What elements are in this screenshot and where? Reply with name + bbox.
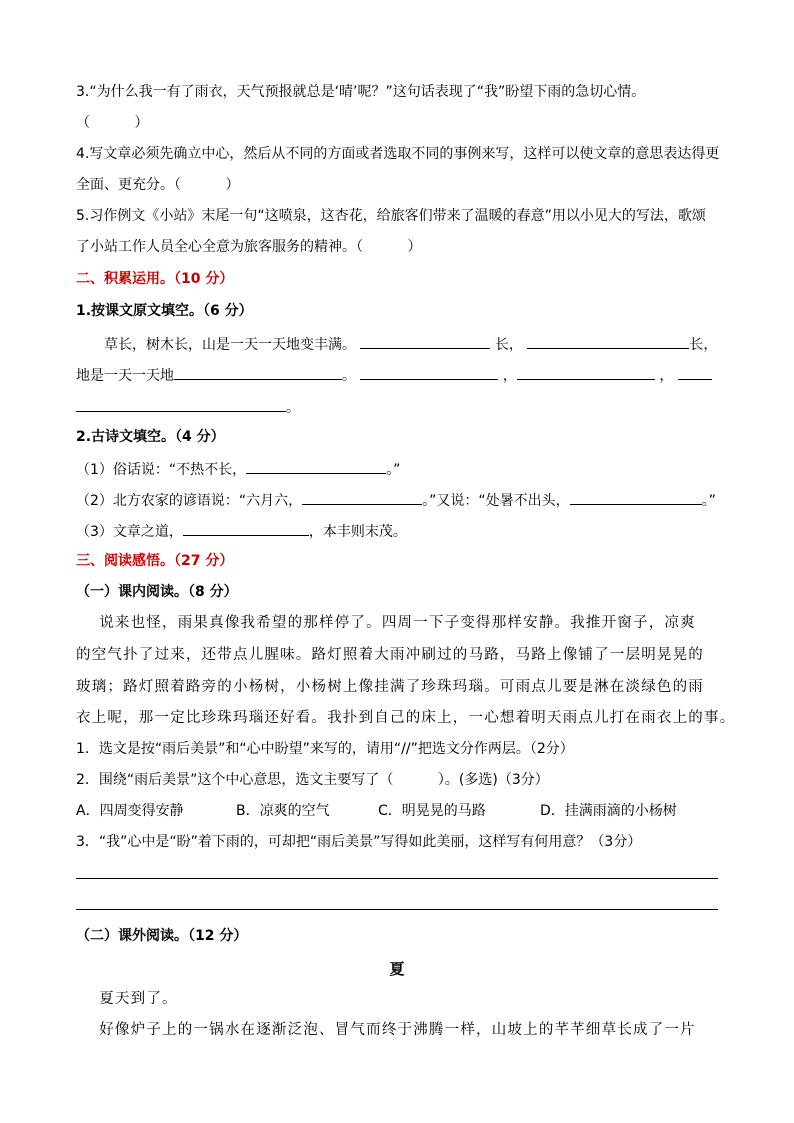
choice-c[interactable]: C．明晃晃的马路: [378, 803, 486, 819]
fill-line-3: [76, 397, 300, 417]
blank-7[interactable]: [246, 459, 386, 474]
judge-q5-line1: 5.习作例文《小站》末尾一句“这喷泉，这杏花，给旅客们带来了温暖的春意”用以小见大的写法，歌颂: [76, 208, 706, 224]
section2-heading: 二、积累运用。（10 分）: [76, 271, 234, 287]
part2-heading: （二）课外阅读。（12 分）: [76, 928, 248, 944]
blank-3[interactable]: [174, 365, 342, 380]
judge-q3-line1: 3.“为什么我一有了雨衣，天气预报就总是‘晴’呢？”这句话表现了“我”盼望下雨的急切心情。: [76, 84, 646, 100]
blank-8[interactable]: [302, 490, 422, 505]
poem-fill-3-end: ，本丰则末茂。: [308, 524, 407, 540]
judge-q3-answer-paren: （ ）: [76, 115, 149, 131]
blank-5[interactable]: [517, 365, 655, 380]
judge-q5-line2: 了小站工作人员全心全意为旅客服务的精神。（ ）: [76, 239, 422, 255]
part1-heading: （一）课内阅读。（8 分）: [76, 584, 238, 600]
poem-fill-1-end: 。”: [386, 462, 401, 478]
passage-line: 的空气扑了过来，还带点儿腥味。路灯照着大雨冲刷过的马路，马路上像铺了一层明晃晃的: [76, 647, 704, 663]
section2-q2-heading: 2.古诗文填空。（4 分）: [76, 429, 225, 445]
judge-q4-line2: 全面、更充分。（ ）: [76, 177, 240, 193]
fill-line-1-mid: 长，: [494, 337, 523, 353]
passage-line: 衣上呢，那一定比珍珠玛瑙还好看。我扑到自己的床上，一心想着明天雨点儿打在雨衣上的事。: [76, 710, 736, 726]
choice-d[interactable]: D．挂满雨滴的小杨树: [540, 803, 677, 819]
fill-line-2-punct-3: ，: [659, 368, 674, 384]
poem-fill-2-end: 。”: [701, 493, 716, 509]
poem-fill-3-start: （3）文章之道，: [76, 524, 183, 540]
blank-10[interactable]: [183, 521, 309, 536]
poem-fill-1-start: （1）俗话说：“不热不长，: [76, 462, 247, 478]
poem-fill-3: [76, 521, 407, 541]
passage-line: 玻璃；路灯照着路旁的小杨树，小杨树上像挂满了珍珠玛瑙。可雨点儿要是淋在淡绿色的雨: [76, 679, 704, 695]
passage-line: 说来也怪，雨果真像我希望的那样停了。四周一下子变得那样安静。我推开窗子，凉爽: [76, 615, 696, 631]
poem-fill-2-mid: 。”又说：“处暑不出头，: [422, 493, 570, 509]
fill-line-2-punct-2: ，: [502, 368, 517, 384]
fill-line-1: [104, 334, 717, 354]
blank-2[interactable]: [527, 334, 689, 349]
section3-heading: 三、阅读感悟。（27 分）: [76, 553, 234, 569]
fill-line-1-text: 草长，树木长，山是一天一天地变丰满。: [104, 337, 356, 353]
section2-q1-heading: 1.按课文原文填空。（6 分）: [76, 303, 253, 319]
article-line: 好像炉子上的一锅水在逐渐泛泡、冒气而终于沸腾一样，山坡上的芊芊细草长成了一片: [76, 1022, 696, 1038]
blank-6-end[interactable]: [76, 397, 286, 412]
answer-line[interactable]: [76, 878, 718, 879]
article-title: 夏: [389, 960, 405, 978]
judge-q4-line1: 4.写文章必须先确立中心，然后从不同的方面或者选取不同的事例来写，这样可以使文章的意思表达得更: [76, 146, 720, 162]
choice-b[interactable]: B．凉爽的空气: [236, 803, 330, 819]
fill-line-1-end: 长，: [689, 337, 718, 353]
blank-6-start[interactable]: [678, 365, 712, 380]
poem-fill-2: [76, 490, 716, 510]
blank-9[interactable]: [570, 490, 702, 505]
reading-q2: 2．围绕“雨后美景”这个中心意思，选文主要写了（ ）。(多选)（3分）: [76, 772, 549, 788]
blank-4[interactable]: [360, 365, 498, 380]
fill-line-3-end: 。: [286, 400, 300, 416]
poem-fill-2-start: （2）北方农家的谚语说：“六月六，: [76, 493, 303, 509]
fill-line-2: [76, 365, 712, 385]
reading-q3: 3．“我”心中是“盼”着下雨的，可却把“雨后美景”写得如此美丽，这样写有何用意？（3分）: [76, 834, 642, 850]
answer-line[interactable]: [76, 909, 718, 910]
reading-q1: 1．选文是按“雨后美景”和“心中盼望”来写的，请用“//”把选文分作两层。（2分）: [76, 741, 574, 757]
fill-line-2-start: 地是一天一天地: [76, 368, 174, 384]
blank-1[interactable]: [360, 334, 490, 349]
article-line: 夏天到了。: [76, 991, 178, 1007]
fill-line-2-punct-1: 。: [342, 368, 356, 384]
poem-fill-1: [76, 459, 400, 479]
choice-a[interactable]: A．四周变得安静: [76, 803, 184, 819]
